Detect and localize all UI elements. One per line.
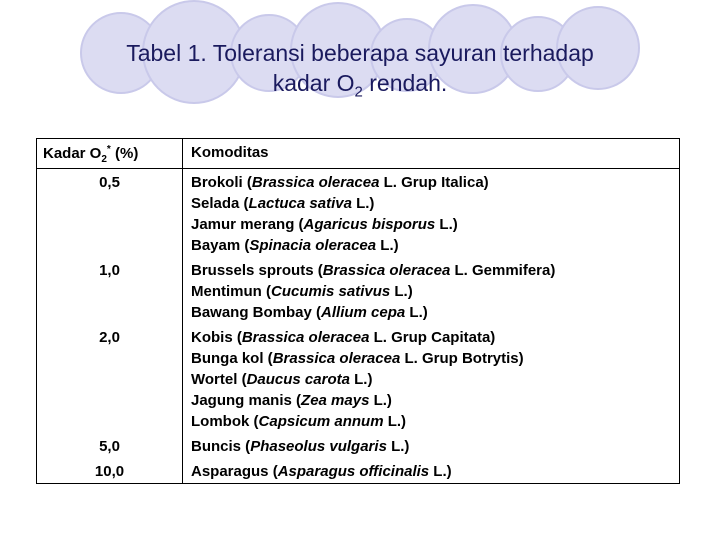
komoditas-suffix: L.)	[429, 463, 452, 480]
title-line-1: Tabel 1. Toleransi beberapa sayuran terhadap	[126, 40, 594, 66]
kadar-value: 5,0	[99, 438, 120, 455]
komoditas-name: Jamur merang	[191, 216, 295, 233]
komoditas-item: Jagung manis (Zea mays L.)	[191, 392, 392, 409]
komoditas-name: Jagung manis	[191, 392, 292, 409]
komoditas-latin-name: Brassica oleracea	[272, 350, 401, 367]
komoditas-suffix: L.)	[351, 195, 375, 212]
komoditas-latin-name: Cucumis sativus	[271, 283, 391, 300]
komoditas-latin-name: Zea mays	[301, 392, 370, 409]
title-line-2	[0, 68, 720, 108]
header-komoditas: Komoditas	[191, 144, 269, 161]
komoditas-latin-name: Brassica oleracea	[241, 329, 370, 346]
komoditas-item: Jamur merang (Agaricus bisporus L.)	[191, 216, 458, 233]
komoditas-latin-name: Phaseolus vulgaris	[250, 438, 387, 455]
komoditas-name: Bayam	[191, 237, 241, 254]
komoditas-latin-name: Capsicum annum	[258, 413, 384, 430]
komoditas-name: Brussels sprouts	[191, 262, 314, 279]
komoditas-list	[191, 260, 555, 323]
komoditas-item: Brokoli (Brassica oleracea L. Grup Italica)	[191, 174, 489, 191]
komoditas-latin-name: Allium cepa	[321, 304, 406, 321]
komoditas-item: Bayam (Spinacia oleracea L.)	[191, 237, 399, 254]
komoditas-suffix: L.)	[383, 413, 407, 430]
komoditas-latin-name: Agaricus bisporus	[303, 216, 436, 233]
komoditas-item: Kobis (Brassica oleracea L. Grup Capitata)	[191, 329, 496, 346]
komoditas-list	[191, 436, 409, 457]
komoditas-latin-name: Lactuca sativa	[248, 195, 352, 212]
komoditas-item: Brussels sprouts (Brassica oleracea L. Gemmifera)	[191, 262, 556, 279]
table-header	[37, 139, 679, 169]
kadar-value: 10,0	[94, 463, 125, 480]
komoditas-list	[191, 327, 524, 432]
komoditas-name: Mentimun	[191, 283, 262, 300]
title-line-2-subscript: 2	[354, 83, 363, 101]
komoditas-suffix: L.)	[390, 283, 413, 300]
komoditas-suffix: L. Grup Capitata)	[369, 329, 496, 346]
komoditas-name: Asparagus	[191, 463, 269, 480]
komoditas-suffix: L.)	[386, 438, 410, 455]
komoditas-suffix: L.)	[405, 304, 428, 321]
komoditas-item: Bunga kol (Brassica oleracea L. Grup Botrytis)	[191, 350, 524, 367]
komoditas-latin-name: Brassica oleracea	[251, 174, 380, 191]
komoditas-suffix: L.)	[376, 237, 399, 254]
kadar-value: 0,5	[99, 174, 120, 191]
komoditas-suffix: L.)	[435, 216, 458, 233]
komoditas-item: Buncis (Phaseolus vulgaris L.)	[191, 438, 410, 455]
title-line-2-suffix: rendah.	[362, 70, 448, 96]
title-line-2-text: kadar O	[272, 70, 355, 96]
komoditas-item: Asparagus (Asparagus officinalis L.)	[191, 463, 452, 480]
tolerance-table	[36, 138, 680, 484]
komoditas-latin-name: Asparagus officinalis	[277, 463, 430, 480]
komoditas-item: Wortel (Daucus carota L.)	[191, 371, 373, 388]
kadar-value: 1,0	[99, 262, 120, 279]
komoditas-item: Selada (Lactuca sativa L.)	[191, 195, 375, 212]
header-kadar-superscript: *	[106, 144, 111, 155]
slide-title	[0, 38, 720, 108]
komoditas-name: Kobis	[191, 329, 233, 346]
komoditas-name: Lombok	[191, 413, 250, 430]
komoditas-name: Brokoli	[191, 174, 243, 191]
column-divider	[182, 139, 183, 483]
header-kadar	[43, 144, 138, 165]
komoditas-item: Bawang Bombay (Allium cepa L.)	[191, 304, 428, 321]
komoditas-list	[191, 172, 489, 256]
komoditas-suffix: L.)	[369, 392, 392, 409]
komoditas-latin-name: Spinacia oleracea	[249, 237, 377, 254]
komoditas-latin-name: Brassica oleracea	[322, 262, 451, 279]
header-kadar-subscript: 2	[101, 154, 107, 165]
komoditas-latin-name: Daucus carota	[246, 371, 350, 388]
komoditas-suffix: L.)	[349, 371, 373, 388]
kadar-value: 2,0	[99, 329, 120, 346]
header-kadar-text: Kadar O	[43, 145, 102, 162]
komoditas-name: Bunga kol	[191, 350, 264, 367]
komoditas-name: Wortel	[191, 371, 238, 388]
komoditas-name: Bawang Bombay	[191, 304, 312, 321]
komoditas-item: Lombok (Capsicum annum L.)	[191, 413, 407, 430]
komoditas-suffix: L. Grup Botrytis)	[400, 350, 524, 367]
komoditas-name: Selada	[191, 195, 240, 212]
komoditas-name: Buncis	[191, 438, 242, 455]
komoditas-suffix: L. Gemmifera)	[450, 262, 556, 279]
komoditas-list	[191, 461, 452, 482]
komoditas-item: Mentimun (Cucumis sativus L.)	[191, 283, 413, 300]
header-kadar-unit: (%)	[110, 145, 139, 162]
komoditas-suffix: L. Grup Italica)	[379, 174, 489, 191]
